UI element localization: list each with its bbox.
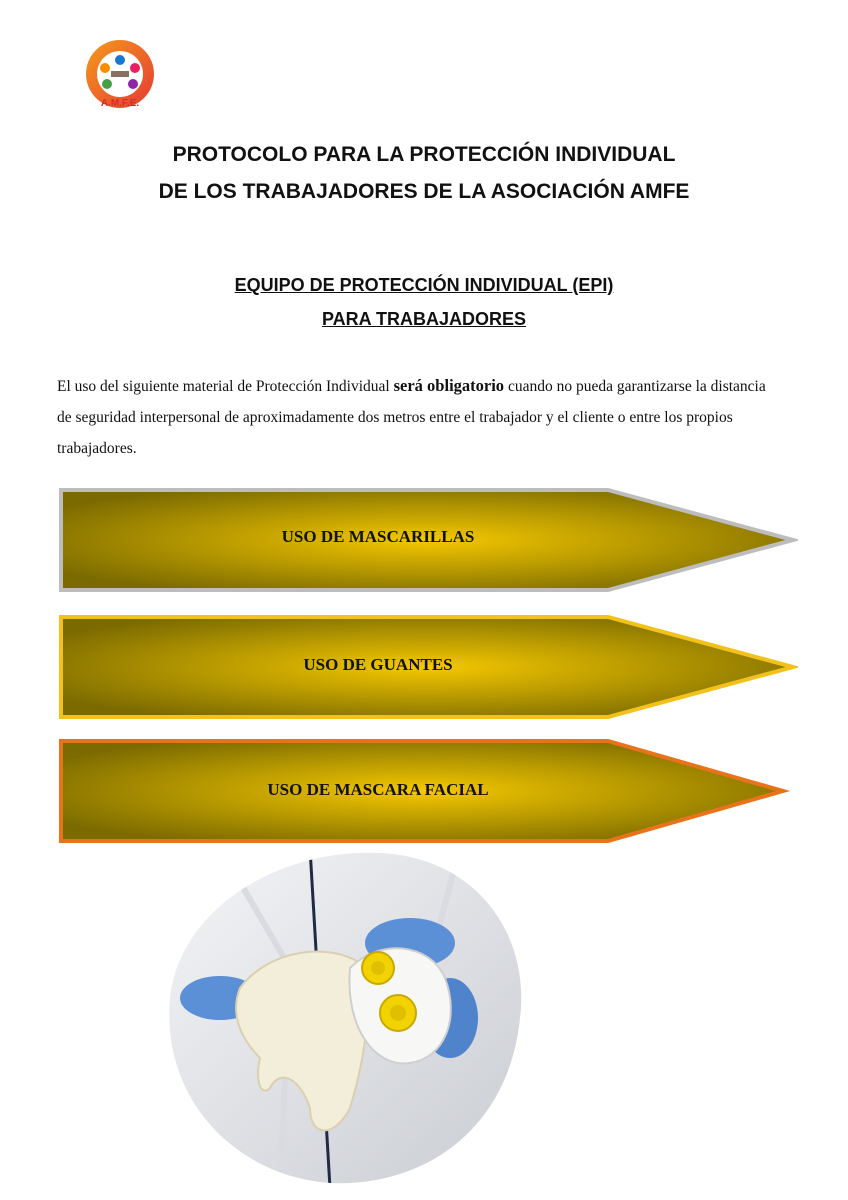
document-title-line-2: DE LOS TRABAJADORES DE LA ASOCIACIÓN AMFE [158,180,690,203]
intro-paragraph [57,370,777,464]
ppe-gloves-mask-photo [160,848,530,1188]
intro-text-bold: será obligatorio [393,376,505,395]
intro-text-end: cuando no pueda garantizarse la distancia de seguridad interpersonal de aproximadamente dos metros entre el trabajador y el cliente o entre los propios trabajadores. [57,378,766,457]
section-subtitle-line-1: EQUIPO DE PROTECCIÓN INDIVIDUAL (EPI) [234,275,614,295]
section-subtitle-line-2: PARA TRABAJADORES [321,309,526,329]
arrow-label-mascara-facial: USO DE MASCARA FACIAL [267,780,489,799]
logo-text: A.M.F.E. [100,98,140,109]
arrow-label-mascarillas: USO DE MASCARILLAS [281,527,475,546]
arrow-label-guantes: USO DE GUANTES [303,655,453,674]
intro-text-start: El uso del siguiente material de Protección Individual [57,378,394,395]
document-title-line-1: PROTOCOLO PARA LA PROTECCIÓN INDIVIDUAL [172,143,676,166]
